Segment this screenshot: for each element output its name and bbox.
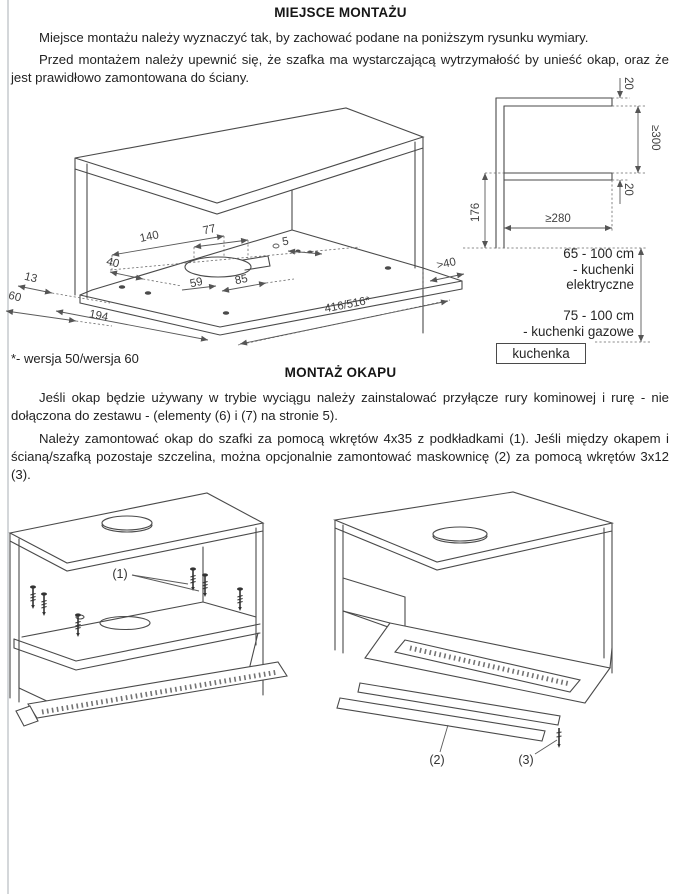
section-dimensions xyxy=(470,77,661,342)
paragraph-3: Jeśli okap będzie używany w trybie wyciągu należy zainstalować przyłącze rury kominowej i rurę - nie dołączona do zestawu - (elementy (6) i (7) na stronie 5). xyxy=(11,390,669,423)
mounting-screws xyxy=(30,567,243,637)
paragraph-4: Należy zamontować okap do szafki za pomocą wkrętów 4x35 z podkładkami (1). Jeśli między okapem i ścianą/szafką pozostaje szczelina, można opcjonalnie zamontować maskownicę (2) za pomocą wkrętów 3x12 (3). xyxy=(11,431,669,482)
dim-140: 140 xyxy=(138,229,161,245)
iso-cabinet-drawing xyxy=(0,100,475,382)
pullout-panel xyxy=(28,662,287,718)
dim-top-20: 20 xyxy=(622,77,634,90)
dim-85: 85 xyxy=(233,272,249,288)
dim-59: 59 xyxy=(188,275,204,291)
cooker-label-box: kuchenka xyxy=(496,343,586,364)
label-1: (1) xyxy=(112,567,128,581)
gas-cooker-distance xyxy=(455,308,634,339)
dim-right-20: 20 xyxy=(622,183,634,196)
paragraph-2: Przed montażem należy upewnić się, że szafka ma wystarczającą wytrzymałość by unieść okap, oraz że jest prawidłowo zamontowana do ściany. xyxy=(11,52,669,85)
dim-194: 194 xyxy=(88,308,110,324)
dim-300: ≥300 xyxy=(649,125,661,151)
dim-280: ≥280 xyxy=(545,213,571,225)
dim-gt40: >40 xyxy=(435,256,458,272)
dim-13: 13 xyxy=(23,270,39,286)
hood-body xyxy=(14,615,287,726)
hood-underside xyxy=(337,611,612,741)
install-drawing-screws xyxy=(0,490,332,802)
dim-40: 40 xyxy=(105,255,121,271)
electric-cooker-distance xyxy=(470,246,634,293)
dim-5: 5 xyxy=(281,235,290,249)
section-heading-mounting-place: MIEJSCE MONTAŻU xyxy=(274,5,407,20)
electric-range-value: 65 - 100 cm xyxy=(563,246,634,261)
label-3: (3) xyxy=(518,753,534,767)
gas-range-line2: - kuchenki gazowe xyxy=(523,323,634,339)
dim-176: 176 xyxy=(470,202,482,222)
section-heading-hood-mounting: MONTAŻ OKAPU xyxy=(284,365,397,380)
callout-1 xyxy=(112,567,199,591)
electric-range-line3: elektryczne xyxy=(566,277,634,292)
dim-77: 77 xyxy=(201,222,217,238)
shelf-hole xyxy=(100,617,150,630)
dim-60: 60 xyxy=(7,289,23,305)
paragraph-1: Miejsce montażu należy wyznaczyć tak, by zachować podane na poniższym rysunku wymiary. xyxy=(39,30,589,45)
cabinet-outline xyxy=(75,108,423,333)
label-2: (2) xyxy=(429,753,445,767)
footnote-version: *- wersja 50/wersja 60 xyxy=(11,351,139,366)
dim-416-516: 416/516* xyxy=(323,294,372,316)
install-drawing-cover xyxy=(330,488,681,802)
callout-2 xyxy=(429,725,448,767)
electric-range-line2: - kuchenki xyxy=(572,261,634,277)
gas-range-value: 75 - 100 cm xyxy=(563,308,634,323)
